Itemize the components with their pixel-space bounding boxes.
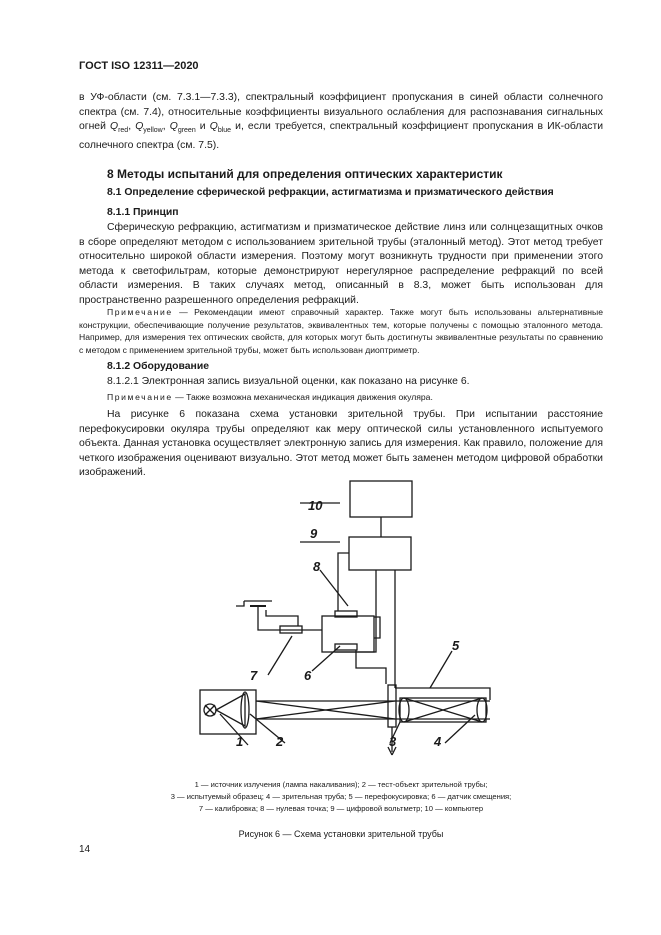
section-8-1-title: 8.1 Определение сферической рефракции, астигматизма и призматического действия	[107, 187, 554, 198]
section-8-1-1-title: 8.1.1 Принцип	[107, 207, 179, 218]
page-number: 14	[79, 844, 91, 855]
label-2: 2	[276, 734, 284, 749]
label-8: 8	[313, 559, 321, 574]
section-8-1-2-title: 8.1.2 Оборудование	[107, 361, 209, 372]
section-8-title: 8 Методы испытаний для определения оптических характеристик	[107, 167, 503, 181]
figure-legend-line-3: 7 — калибровка; 8 — нулевая точка; 9 — цифровой вольтметр; 10 — компьютер	[198, 804, 484, 813]
label-5: 5	[452, 638, 460, 653]
label-4: 4	[434, 734, 442, 749]
figure-legend-line-1: 1 — источник излучения (лампа накаливания); 2 — тест-объект зрительной трубы;	[194, 780, 488, 789]
label-10: 10	[308, 498, 323, 513]
label-6: 6	[304, 668, 312, 683]
label-9: 9	[310, 526, 318, 541]
label-1: 1	[236, 734, 244, 749]
figure-legend-line-2: 3 — испытуемый образец; 4 — зрительная труба; 5 — перефокусировка; 6 — датчик смещения;	[170, 792, 512, 801]
figure-title: Рисунок 6 — Схема установки зрительной трубы	[238, 829, 444, 839]
telescope-setup-diagram	[190, 470, 510, 760]
equipment-paragraph: 8.1.2.1 Электронная запись визуальной оценки, как показано на рисунке 6.	[107, 376, 470, 387]
note-2: Примечание — Также возможна механическая индикация движения окуляра.	[107, 392, 433, 402]
intro-paragraph: в УФ-области (см. 7.3.1—7.3.3), спектральный коэффициент пропускания в синей области солнечного спектра (см. 7.4), относительные коэффициенты визуального ослабления для распознавания сигнальных огней $Q_{red}$, $Q_{yellow}$, $Q_{green}$ и $Q_{blue}$ и, если требуется, спектральный коэффициент пропускания в ИК-области солнечного спектра (см. 7.5).	[79, 92, 604, 151]
figure-intro-paragraph: На рисунке 6 показана схема установки зрительной трубы. При испытании расстояние перефокусировки окуляра трубы определяют как меру оптической силы установленного испытуемого объекта. Данная установка осуществляет электронную запись для измерения. Как правило, положение для четкого изображения оценивают визуально. Этот метод может быть заменен методом цифровой обработки изображений.	[79, 409, 603, 479]
standard-header: ГОСТ ISO 12311—2020	[79, 60, 199, 72]
label-3: 3	[389, 734, 397, 749]
principle-paragraph: Сферическую рефракцию, астигматизм и призматическое действие линз или солнцезащитных очков в сборе определяют методом с использованием зрительной трубы (эталонный метод). Этот метод требует относительно широкой области измерения. Поэтому могут возникнуть трудности при применении этого метода к светофильтрам, которые демонстрируют нерегулярное распределение рефракций по всей области измерения. В таких случаях метод, описанный в 8.3, может быть использован для пространственно разрешенного определения рефракций.	[79, 222, 603, 306]
note-1: Примечание — Рекомендации имеют справочный характер. Также могут быть использованы альтернативные конструкции, обеспечивающие получение результатов, эквивалентных тем, которые получены с помощью эталонного метода. Например, для измерения тех оптических свойств, для которых могут быть достигнуты эквивалентные результаты по сравнению с методом с применением зрительной трубы, может быть использован диоптриметр.	[79, 307, 603, 355]
label-7: 7	[250, 668, 258, 683]
